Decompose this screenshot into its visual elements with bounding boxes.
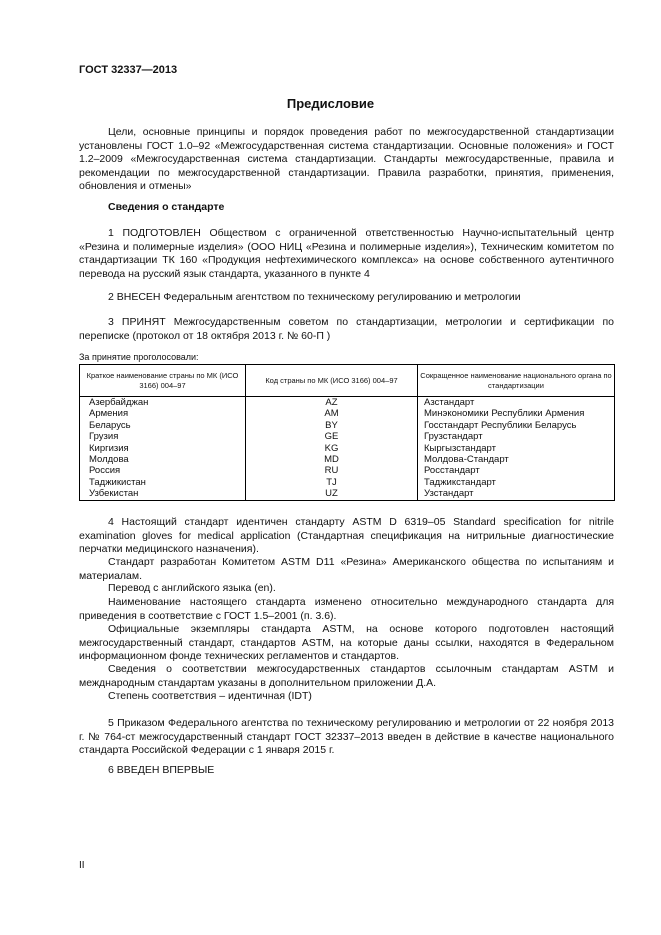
intro-paragraph: [79, 126, 614, 194]
votes-caption: За принятие проголосовали:: [79, 352, 199, 362]
item-4-conformity-paragraph: [79, 663, 614, 690]
country-cell: Грузия: [80, 431, 246, 442]
body-cell: Госстандарт Республики Беларусь: [418, 420, 615, 431]
item-4-translation-text: Перевод с английского языка (en).: [108, 582, 276, 594]
table-row: [80, 397, 615, 409]
body-cell: Молдова-Стандарт: [418, 454, 615, 465]
column-header-body: Сокращенное наименование национального органа по стандартизации: [418, 365, 615, 397]
item-4-paragraph: [79, 516, 614, 557]
item-4-copies-paragraph: [79, 623, 614, 664]
item-4-name-paragraph: [79, 596, 614, 623]
item-4-degree-text: Степень соответствия – идентичная (IDT): [108, 690, 312, 702]
code-cell: GE: [246, 431, 418, 442]
item-4-name-text: Наименование настоящего стандарта изменено относительно международного стандарта для приведения в соответствие с ГОСТ 1.5–2001 (п. 3.6).: [79, 596, 614, 622]
country-cell: Узбекистан: [80, 488, 246, 500]
body-cell: Таджикстандарт: [418, 477, 615, 488]
code-cell: AZ: [246, 397, 418, 409]
table-row: [80, 477, 615, 488]
body-cell: Кыргызстандарт: [418, 443, 615, 454]
item-6-text: 6 ВВЕДЕН ВПЕРВЫЕ: [108, 764, 215, 776]
column-header-code: Код страны по МК (ИСО 3166) 004–97: [246, 365, 418, 397]
body-cell: Азстандарт: [418, 397, 615, 409]
table-row: [80, 431, 615, 442]
item-5-paragraph: [79, 717, 614, 758]
code-cell: TJ: [246, 477, 418, 488]
code-cell: KG: [246, 443, 418, 454]
item-1-text: 1 ПОДГОТОВЛЕН Обществом с ограниченной ответственностью Научно-испытательный центр «Резина и полимерные изделия» (ООО НИЦ «Резина и полимерные изделия»), Техническим комитетом по стандартизации ТК 160 «Продукция нефтехимического комплекса» на основе собственного аутентичного перевода на русский язык стандарта, указанного в пункте 4: [79, 227, 614, 280]
code-cell: AM: [246, 408, 418, 419]
country-cell: Киргизия: [80, 443, 246, 454]
item-5-text: 5 Приказом Федерального агентства по техническому регулированию и метрологии от 22 ноября 2013 г. № 764-ст межгосударственный стандарт ГОСТ 32337–2013 введен в действие в качестве национального стандарта Российской Федерации с 1 января 2015 г.: [79, 717, 614, 756]
item-1-paragraph: [79, 227, 614, 281]
item-4-developer-text: Стандарт разработан Комитетом ASTM D11 «Резина» Американского общества по испытаниям и материалам.: [79, 556, 614, 582]
item-2-text: 2 ВНЕСЕН Федеральным агентством по техническому регулированию и метрологии: [108, 291, 521, 303]
body-cell: Грузстандарт: [418, 431, 615, 442]
item-4-copies-text: Официальные экземпляры стандарта ASTM, на основе которого подготовлен настоящий межгосударственный стандарт, стандартов ASTM, на которые даны ссылки, находятся в Федеральном информационном фонде технических регламентов и стандартов.: [79, 623, 614, 662]
country-cell: Таджикистан: [80, 477, 246, 488]
column-header-country: Краткое наименование страны по МК (ИСО 3166) 004–97: [80, 365, 246, 397]
item-4-text: 4 Настоящий стандарт идентичен стандарту ASTM D 6319–05 Standard specification for nitrile examination gloves for medical application (Стандартная спецификация на нитрильные диагностические перчатки медицинского назначения).: [79, 516, 614, 555]
country-cell: Армения: [80, 408, 246, 419]
page-number: II: [79, 860, 85, 871]
table-row: [80, 443, 615, 454]
country-cell: Молдова: [80, 454, 246, 465]
table-row: [80, 465, 615, 476]
item-3-text: 3 ПРИНЯТ Межгосударственным советом по стандартизации, метрологии и сертификации по переписке (протокол от 18 октября 2013 г. № 60-П ): [79, 316, 614, 342]
country-cell: Россия: [80, 465, 246, 476]
item-3-paragraph: [79, 316, 614, 343]
votes-table: [79, 364, 615, 501]
table-row: [80, 454, 615, 465]
code-cell: RU: [246, 465, 418, 476]
body-cell: Минэкономики Республики Армения: [418, 408, 615, 419]
body-cell: Узстандарт: [418, 488, 615, 500]
item-4-conformity-text: Сведения о соответствии межгосударственных стандартов ссылочным стандартам ASTM и межднародным стандартам указаны в дополнительном приложении Д.А.: [79, 663, 614, 689]
country-cell: Беларусь: [80, 420, 246, 431]
table-row: [80, 408, 615, 419]
table-row: [80, 488, 615, 500]
table-row: [80, 420, 615, 431]
code-cell: MD: [246, 454, 418, 465]
item-4-developer-paragraph: [79, 556, 614, 583]
code-cell: BY: [246, 420, 418, 431]
page-title: Предисловие: [286, 96, 375, 111]
code-cell: UZ: [246, 488, 418, 500]
document-id: ГОСТ 32337—2013: [79, 64, 178, 76]
table-header-row: [80, 365, 615, 397]
info-heading: Сведения о стандарте: [108, 201, 225, 213]
intro-text: Цели, основные принципы и порядок проведения работ по межгосударственной стандартизации установлены ГОСТ 1.0–92 «Межгосударственная система стандартизации. Основные положения» и ГОСТ 1.2–2009 «Межгосударственная система стандартизации. Стандарты межгосударственные, правила и рекомендации по межгосударственной стандартизации. Правила разработки, принятия, применения, обновления и отмены»: [79, 126, 614, 192]
body-cell: Росстандарт: [418, 465, 615, 476]
country-cell: Азербайджан: [80, 397, 246, 409]
